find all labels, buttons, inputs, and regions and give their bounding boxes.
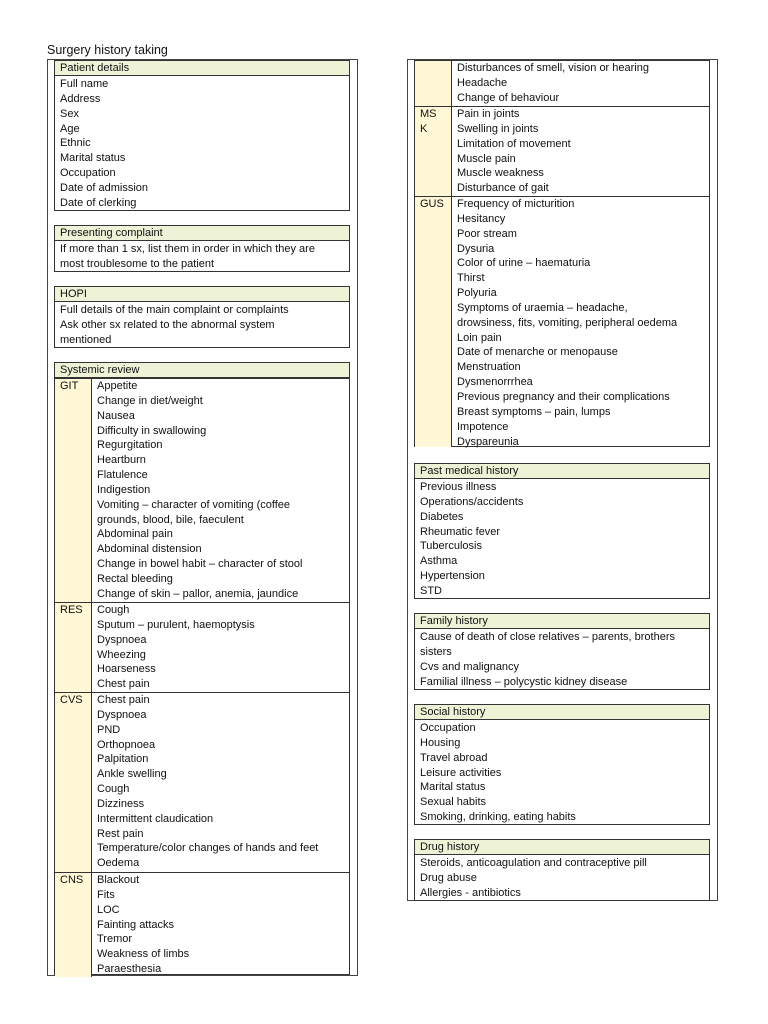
hopi-section bbox=[54, 286, 350, 348]
system-code bbox=[415, 61, 452, 106]
section-body bbox=[55, 76, 349, 211]
list-item: Appetite bbox=[97, 380, 138, 392]
list-item: Sexual habits bbox=[420, 796, 487, 809]
system-code-line: MS bbox=[420, 108, 437, 120]
list-item: Thirst bbox=[457, 272, 485, 285]
list-item: Cvs and malignancy bbox=[420, 660, 520, 673]
system-code: CNS bbox=[55, 873, 92, 977]
system-items bbox=[452, 61, 709, 106]
systemic-review-section bbox=[54, 362, 350, 975]
list-item: sisters bbox=[420, 645, 452, 658]
system-code: GIT bbox=[55, 379, 92, 602]
list-item: Headache bbox=[457, 76, 508, 89]
list-item: Change in bowel habit – character of stool bbox=[97, 558, 303, 571]
list-item: Familial illness – polycystic kidney disease bbox=[420, 675, 628, 688]
list-item: Oedema bbox=[97, 857, 140, 870]
review-row-cvs bbox=[55, 692, 349, 872]
list-item: Muscle pain bbox=[457, 152, 516, 165]
list-item: Date of menarche or menopause bbox=[457, 346, 618, 359]
list-item: Orthopnoea bbox=[97, 738, 156, 751]
list-item: Menstruation bbox=[457, 361, 521, 374]
list-item: Disturbances of smell, vision or hearing bbox=[457, 62, 649, 74]
list-item: most troublesome to the patient bbox=[60, 257, 215, 270]
list-item: Ethnic bbox=[60, 137, 91, 150]
list-item: Limitation of movement bbox=[457, 137, 571, 150]
list-item: Cough bbox=[97, 604, 130, 616]
list-item: Hypertension bbox=[420, 570, 485, 583]
list-item: PND bbox=[97, 723, 121, 736]
list-item: Breast symptoms – pain, lumps bbox=[457, 405, 611, 418]
list-item: Dyspareunia bbox=[457, 435, 519, 448]
system-code: GUS bbox=[415, 197, 452, 447]
family-history-section bbox=[414, 613, 710, 690]
section-body bbox=[415, 629, 709, 689]
list-item: Dyspnoea bbox=[97, 633, 147, 646]
list-item: Smoking, drinking, eating habits bbox=[420, 811, 576, 824]
list-item: Leisure activities bbox=[420, 766, 502, 779]
page-title: Surgery history taking bbox=[47, 43, 168, 57]
list-item: Age bbox=[60, 122, 80, 135]
list-item: Paraesthesia bbox=[97, 963, 162, 976]
list-item: Loin pain bbox=[457, 331, 502, 344]
section-body bbox=[415, 855, 709, 901]
list-item: grounds, blood, bile, faeculent bbox=[97, 513, 244, 526]
list-item: Polyuria bbox=[457, 287, 497, 300]
section-heading: Social history bbox=[415, 705, 709, 720]
list-item: Occupation bbox=[60, 167, 116, 180]
list-item: Address bbox=[60, 92, 101, 105]
list-item: Pain in joints bbox=[457, 108, 520, 120]
section-body bbox=[415, 720, 709, 825]
list-item: Disturbance of gait bbox=[457, 182, 549, 195]
presenting-complaint-section bbox=[54, 225, 350, 272]
list-item: STD bbox=[420, 584, 442, 597]
list-item: Full name bbox=[60, 78, 109, 90]
list-item: Ask other sx related to the abnormal system bbox=[60, 318, 275, 331]
system-code-line: K bbox=[420, 122, 428, 135]
section-heading: Presenting complaint bbox=[55, 226, 349, 241]
list-item: Nausea bbox=[97, 409, 135, 422]
list-item: Operations/accidents bbox=[420, 495, 524, 508]
list-item: Cough bbox=[97, 783, 130, 796]
section-body bbox=[55, 241, 349, 272]
list-item: Marital status bbox=[420, 781, 486, 794]
system-items bbox=[92, 603, 349, 692]
social-history-section bbox=[414, 704, 710, 825]
list-item: Diabetes bbox=[420, 510, 464, 523]
list-item: Chest pain bbox=[97, 694, 150, 706]
list-item: Tuberculosis bbox=[420, 540, 482, 553]
list-item: Tremor bbox=[97, 933, 133, 946]
review-row-cns bbox=[55, 872, 349, 977]
list-item: Dizziness bbox=[97, 797, 145, 810]
list-item: Hesitancy bbox=[457, 212, 506, 225]
system-code: RES bbox=[55, 603, 92, 692]
list-item: Abdominal pain bbox=[97, 528, 173, 541]
list-item: Difficulty in swallowing bbox=[97, 424, 207, 437]
list-item: Symptoms of uraemia – headache, bbox=[457, 301, 628, 314]
review-row-res bbox=[55, 602, 349, 692]
section-heading: Past medical history bbox=[415, 464, 709, 479]
review-row-cns-continued bbox=[415, 61, 709, 106]
list-item: Steroids, anticoagulation and contraceptive pill bbox=[420, 857, 647, 869]
section-heading: Family history bbox=[415, 614, 709, 629]
list-item: Change of behaviour bbox=[457, 91, 560, 104]
section-heading: Systemic review bbox=[55, 363, 349, 378]
list-item: Sputum – purulent, haemoptysis bbox=[97, 618, 255, 631]
list-item: Abdominal distension bbox=[97, 543, 202, 556]
list-item: Previous pregnancy and their complications bbox=[457, 390, 670, 403]
past-medical-history-section bbox=[414, 463, 710, 599]
section-body bbox=[55, 302, 349, 348]
list-item: Rest pain bbox=[97, 827, 144, 840]
list-item: Dyspnoea bbox=[97, 708, 147, 721]
list-item: Heartburn bbox=[97, 454, 146, 467]
system-items bbox=[452, 107, 709, 196]
section-body bbox=[415, 479, 709, 599]
list-item: Palpitation bbox=[97, 753, 149, 766]
list-item: Intermittent claudication bbox=[97, 812, 214, 825]
list-item: Poor stream bbox=[457, 227, 517, 240]
list-item: Rheumatic fever bbox=[420, 525, 501, 538]
list-item: Fainting attacks bbox=[97, 918, 175, 931]
list-item: Frequency of micturition bbox=[457, 198, 575, 210]
drug-history-section bbox=[414, 839, 710, 901]
list-item: Weakness of limbs bbox=[97, 948, 190, 961]
list-item: Change in diet/weight bbox=[97, 394, 203, 407]
list-item: Dysmenorrrhea bbox=[457, 376, 533, 389]
system-items bbox=[92, 873, 349, 977]
list-item: Regurgitation bbox=[97, 439, 163, 452]
list-item: Blackout bbox=[97, 874, 140, 886]
list-item: Wheezing bbox=[97, 648, 146, 661]
patient-details-section bbox=[54, 60, 350, 211]
review-row-git bbox=[55, 378, 349, 602]
list-item: Occupation bbox=[420, 722, 476, 734]
list-item: If more than 1 sx, list them in order in which they are bbox=[60, 243, 315, 255]
list-item: Full details of the main complaint or complaints bbox=[60, 304, 289, 316]
list-item: Hoarseness bbox=[97, 663, 156, 676]
list-item: Chest pain bbox=[97, 678, 150, 691]
review-row-msk bbox=[415, 106, 709, 196]
list-item: Flatulence bbox=[97, 469, 148, 482]
list-item: Rectal bleeding bbox=[97, 572, 173, 585]
list-item: Change of skin – pallor, anemia, jaundice bbox=[97, 587, 299, 600]
list-item: Allergies - antibiotics bbox=[420, 886, 521, 899]
list-item: Date of admission bbox=[60, 181, 149, 194]
list-item: Impotence bbox=[457, 420, 509, 433]
list-item: Color of urine – haematuria bbox=[457, 257, 591, 270]
list-item: Temperature/color changes of hands and feet bbox=[97, 842, 319, 855]
systemic-review-continued-section bbox=[414, 60, 710, 447]
list-item: Indigestion bbox=[97, 483, 151, 496]
list-item: LOC bbox=[97, 903, 120, 916]
system-items bbox=[92, 693, 349, 872]
section-heading: Patient details bbox=[55, 61, 349, 76]
list-item: mentioned bbox=[60, 333, 112, 346]
list-item: drowsiness, fits, vomiting, peripheral oedema bbox=[457, 316, 678, 329]
list-item: Sex bbox=[60, 107, 79, 120]
list-item: Fits bbox=[97, 888, 115, 901]
section-heading: Drug history bbox=[415, 840, 709, 855]
list-item: Drug abuse bbox=[420, 871, 477, 884]
list-item: Cause of death of close relatives – parents, brothers bbox=[420, 631, 675, 643]
list-item: Date of clerking bbox=[60, 196, 137, 209]
list-item: Travel abroad bbox=[420, 751, 488, 764]
list-item: Previous illness bbox=[420, 481, 497, 493]
system-code bbox=[415, 107, 452, 196]
list-item: Muscle weakness bbox=[457, 167, 544, 180]
system-code: CVS bbox=[55, 693, 92, 872]
list-item: Ankle swelling bbox=[97, 768, 167, 781]
list-item: Vomiting – character of vomiting (coffee bbox=[97, 498, 291, 511]
list-item: Swelling in joints bbox=[457, 122, 539, 135]
system-items bbox=[92, 379, 349, 602]
section-heading: HOPI bbox=[55, 287, 349, 302]
review-row-gus bbox=[415, 196, 709, 447]
list-item: Asthma bbox=[420, 555, 458, 568]
list-item: Dysuria bbox=[457, 242, 495, 255]
system-items bbox=[452, 197, 709, 447]
list-item: Housing bbox=[420, 736, 461, 749]
list-item: Marital status bbox=[60, 152, 126, 165]
